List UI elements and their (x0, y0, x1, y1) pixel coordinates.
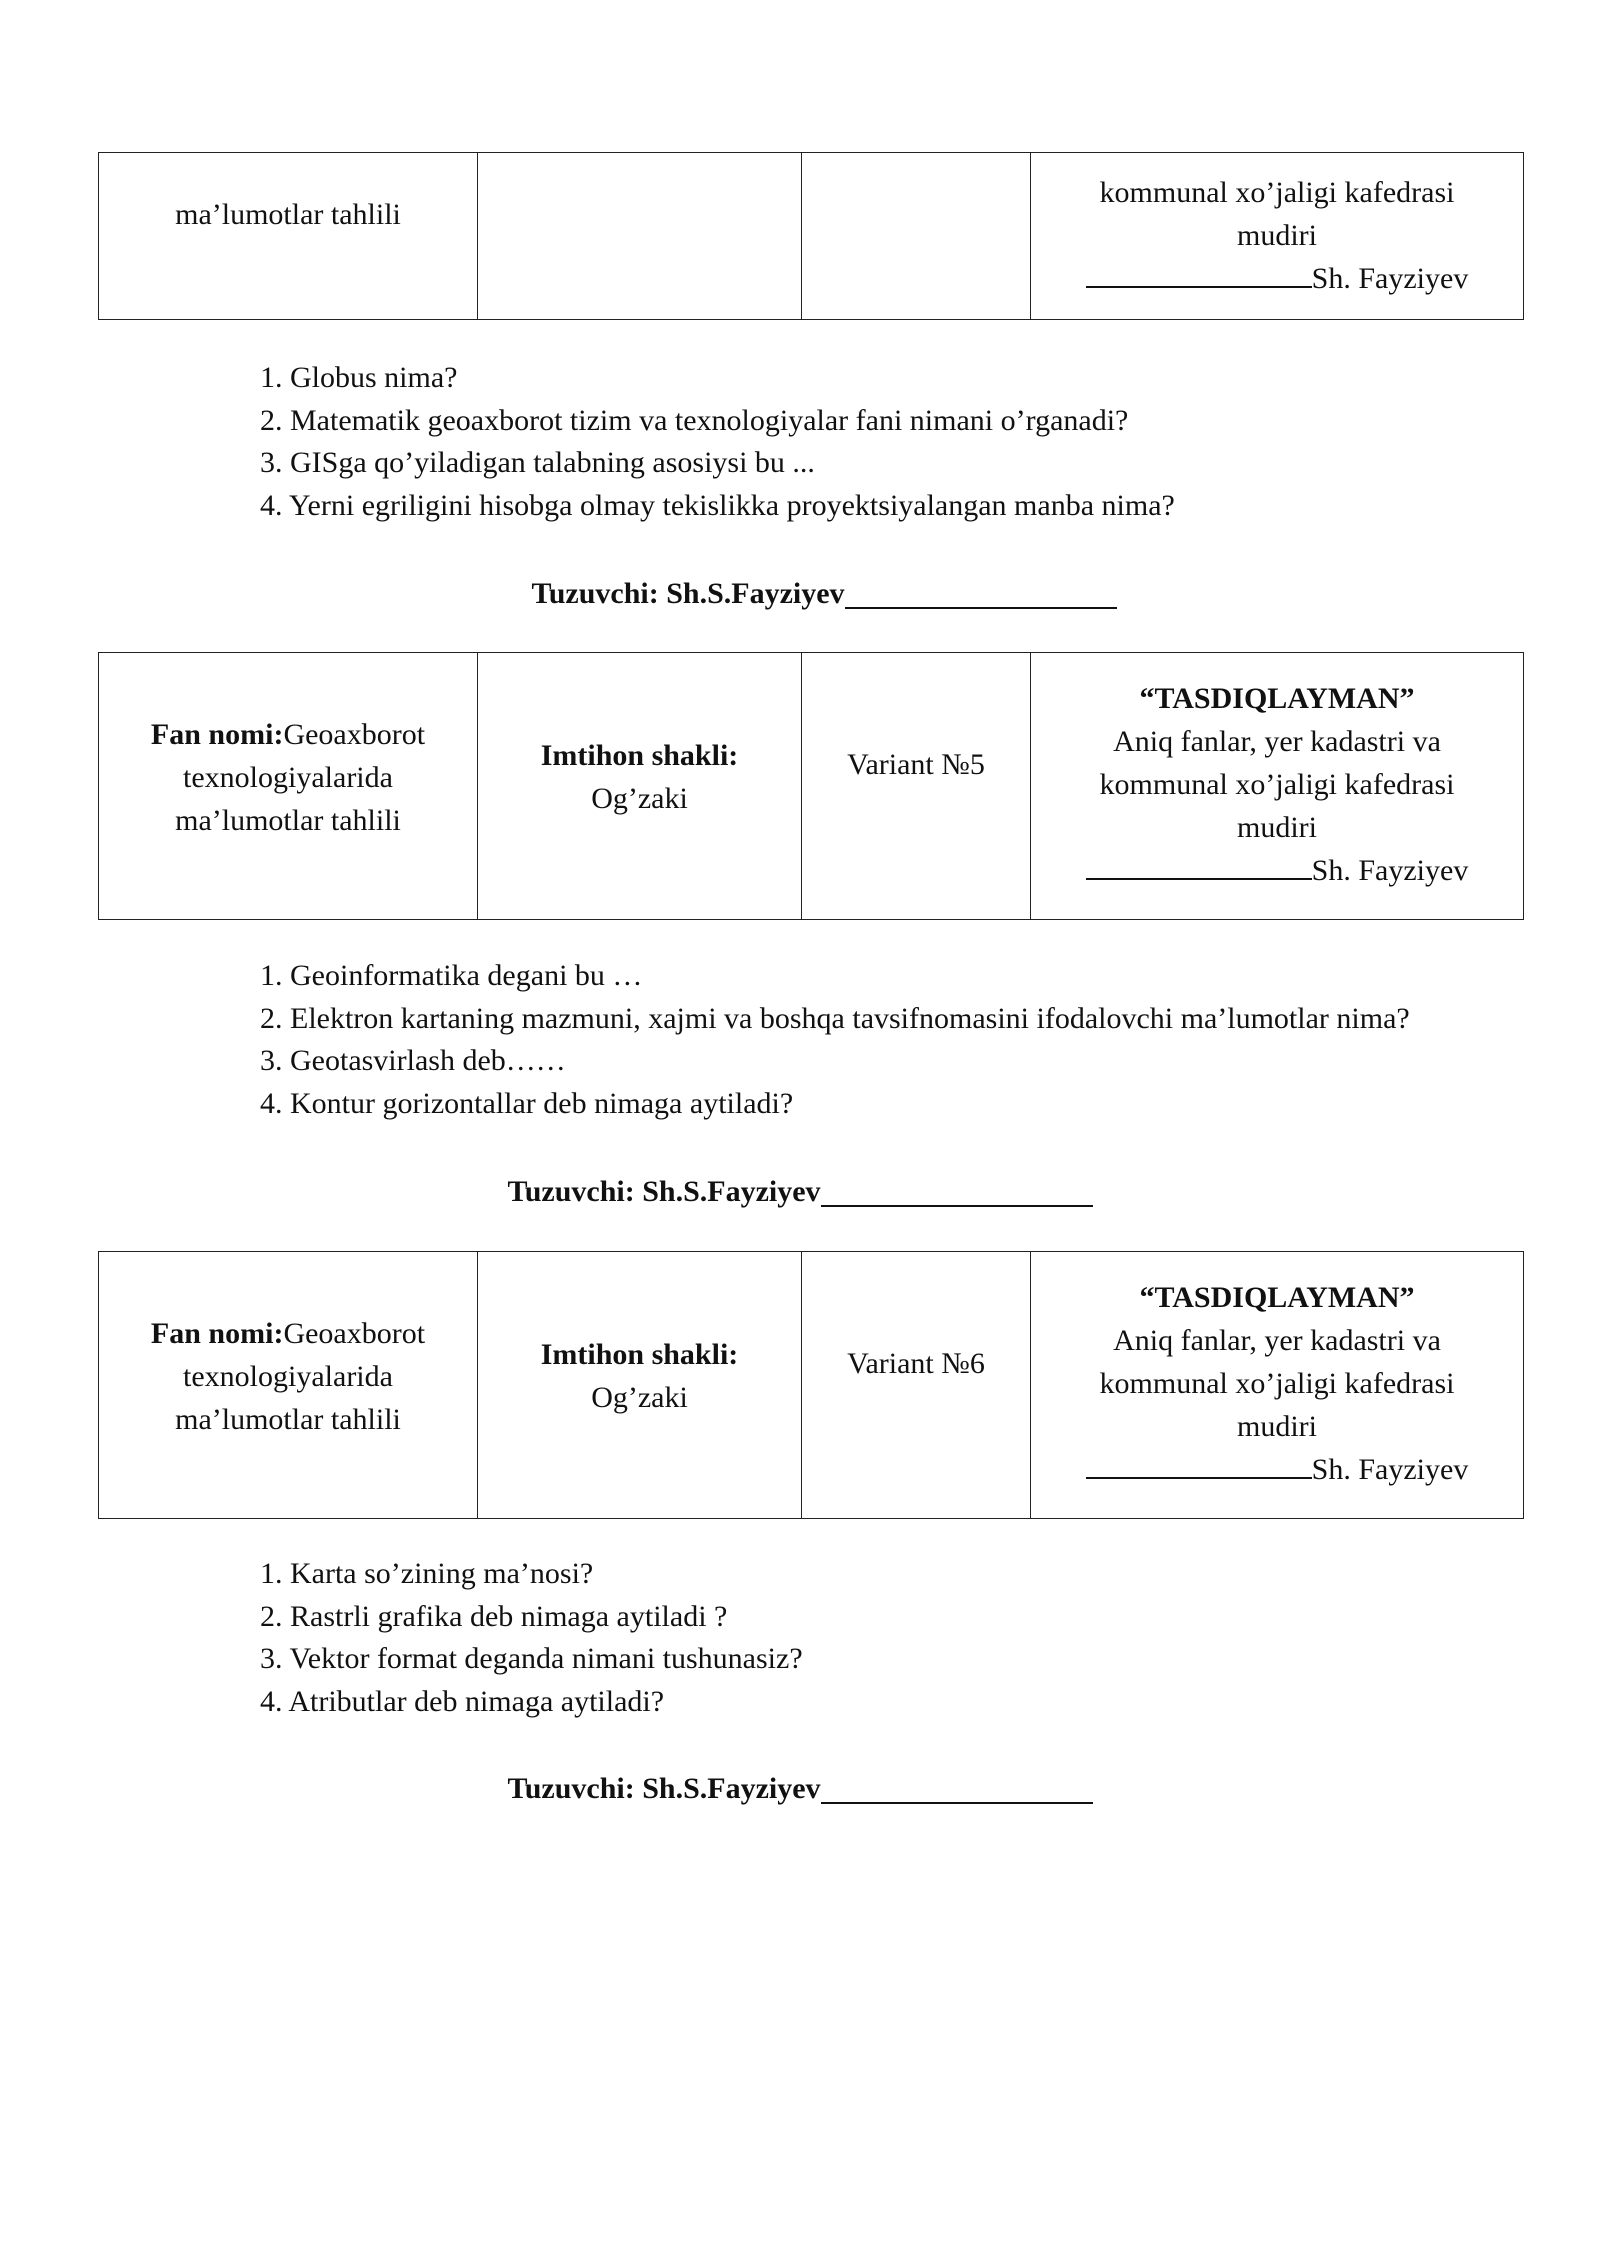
exam-form-label: Imtihon shakli: (540, 1338, 739, 1371)
signature-line (1037, 257, 1517, 300)
compiler-label: Tuzuvchi: Sh.S.Fayziyev (531, 577, 845, 610)
question-item: 4. Kontur gorizontallar deb nimaga aytiladi? (260, 1086, 794, 1120)
signature-line (1037, 849, 1517, 892)
subject-name-line: texnologiyalarida (183, 1359, 393, 1393)
subject-name-line: texnologiyalarida (183, 760, 393, 794)
compiler-signature-2 (0, 1170, 1600, 1213)
variant-number: Variant №6 (847, 1347, 985, 1380)
subject-name: Geoaxborot (283, 1316, 426, 1350)
question-item: 3. GISga qo’yiladigan talabning asosiysi bu ... (260, 446, 815, 479)
approval-line: kommunal xo’jaligi kafedrasi (1099, 1367, 1455, 1400)
exam-form-value: Og’zaki (591, 1381, 688, 1414)
question-item: 2. Rastrli grafika deb nimaga aytiladi ? (260, 1599, 728, 1633)
signature-name: Sh. Fayziyev (1311, 1453, 1469, 1486)
exam-form-cell (478, 153, 802, 320)
subject-label: Fan nomi: (150, 717, 284, 751)
question-item: 3. Geotasvirlash deb…… (260, 1044, 566, 1077)
subject-name: Geoaxborot (283, 717, 426, 751)
compiler-label: Tuzuvchi: Sh.S.Fayziyev (507, 1175, 821, 1208)
compiler-signature-3 (0, 1767, 1600, 1810)
approval-title: “TASDIQLAYMAN” (1139, 682, 1415, 715)
question-item: 2. Matematik geoaxborot tizim va texnologiyalar fani nimani o’rganadi? (260, 403, 1129, 437)
question-item: 4. Atributlar deb nimaga aytiladi? (260, 1684, 665, 1718)
question-item: 3. Vektor format deganda nimani tushunasiz? (260, 1642, 803, 1675)
question-item: 1. Karta so’zining ma’nosi? (260, 1557, 594, 1590)
exam-form-label: Imtihon shakli: (540, 739, 739, 772)
approval-line: Aniq fanlar, yer kadastri va (1113, 725, 1441, 758)
question-item: 1. Geoinformatika degani bu … (260, 959, 643, 992)
signature-line (1037, 1448, 1517, 1491)
variant-cell (802, 153, 1031, 320)
variant-cell (802, 653, 1031, 920)
question-item: 1. Globus nima? (260, 361, 458, 394)
subject-label: Fan nomi: (150, 1316, 284, 1350)
signature-name: Sh. Fayziyev (1311, 262, 1469, 295)
approval-line: kommunal xo’jaligi kafedrasi (1099, 176, 1455, 209)
subject-name: ma’lumotlar tahlili (175, 198, 401, 231)
subject-cell (99, 153, 478, 320)
signature-name: Sh. Fayziyev (1311, 854, 1469, 887)
compiler-label: Tuzuvchi: Sh.S.Fayziyev (507, 1772, 821, 1805)
exam-header-table-1 (98, 152, 1524, 320)
subject-cell (99, 1252, 478, 1519)
exam-form-cell (478, 1252, 802, 1519)
approval-line: Aniq fanlar, yer kadastri va (1113, 1324, 1441, 1357)
compiler-signature-1 (0, 572, 1600, 615)
subject-name-line: ma’lumotlar tahlili (175, 1402, 401, 1436)
signature-blank (845, 573, 1117, 609)
variant-number: Variant №5 (847, 748, 985, 781)
signature-blank (821, 1171, 1093, 1207)
approval-line: kommunal xo’jaligi kafedrasi (1099, 768, 1455, 801)
approval-cell (1031, 1252, 1524, 1519)
question-list-3 (260, 1553, 803, 1723)
question-list-1 (260, 357, 1175, 527)
subject-name-line: ma’lumotlar tahlili (175, 803, 401, 837)
variant-cell (802, 1252, 1031, 1519)
question-list-2 (260, 955, 1410, 1125)
exam-form-cell (478, 653, 802, 920)
exam-form-value: Og’zaki (591, 782, 688, 815)
approval-title: “TASDIQLAYMAN” (1139, 1281, 1415, 1314)
approval-line: mudiri (1237, 811, 1317, 844)
approval-cell (1031, 153, 1524, 320)
question-item: 4. Yerni egriligini hisobga olmay tekislikka proyektsiyalangan manba nima? (260, 488, 1175, 522)
exam-header-table-3 (98, 1251, 1524, 1519)
exam-header-table-2 (98, 652, 1524, 920)
question-item: 2. Elektron kartaning mazmuni, xajmi va boshqa tavsifnomasini ifodalovchi ma’lumotlar nima? (260, 1001, 1410, 1035)
signature-blank (821, 1768, 1093, 1804)
approval-line: mudiri (1237, 219, 1317, 252)
approval-cell (1031, 653, 1524, 920)
approval-line: mudiri (1237, 1410, 1317, 1443)
subject-cell (99, 653, 478, 920)
